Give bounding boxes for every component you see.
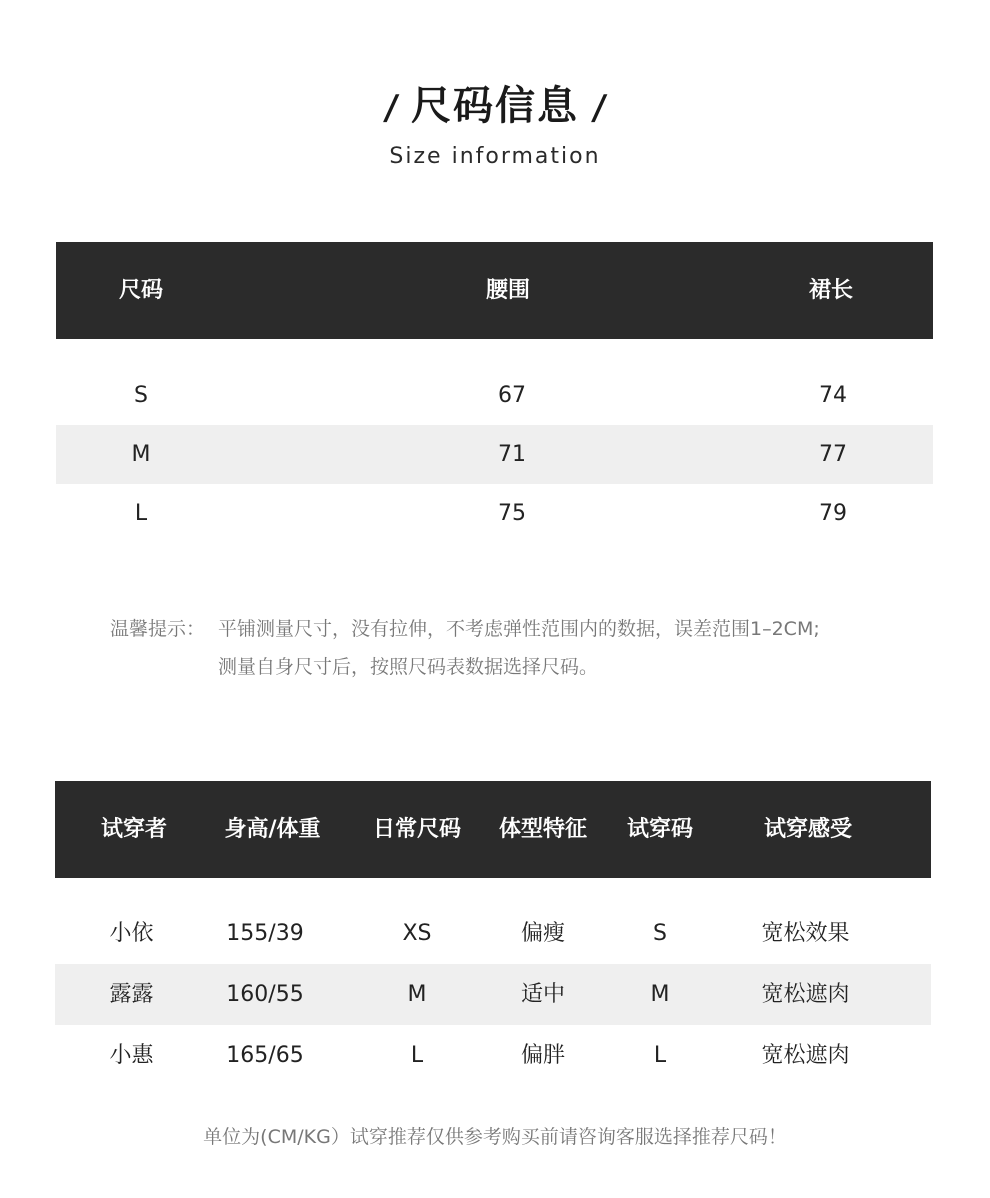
note-indent — [110, 648, 218, 686]
feeling-cell: 宽松遮肉 — [761, 982, 850, 1007]
daily-size-cell: XS — [402, 921, 432, 946]
feeling-cell: 宽松遮肉 — [761, 1043, 850, 1068]
note-text-2: 测量自身尺寸后，按照尺码表数据选择尺码。 — [218, 656, 599, 678]
title-slash-left: / — [381, 88, 400, 128]
tryon-size-col-header: 试穿码 — [626, 817, 693, 842]
page-title: 尺码信息 — [411, 82, 579, 129]
tryon-size-cell: M — [650, 982, 670, 1007]
height-weight-cell: 155/39 — [226, 921, 304, 946]
note-label: 温馨提示： — [110, 618, 206, 640]
size-table — [56, 242, 933, 543]
tryon-table — [55, 781, 931, 1086]
measurement-note — [110, 610, 820, 686]
title-row — [0, 70, 990, 134]
tryon-table-body — [55, 878, 931, 1086]
height-weight-cell: 165/65 — [226, 1043, 304, 1068]
table-row — [55, 903, 931, 964]
tryon-table-header — [55, 781, 931, 878]
size-col-header: 尺码 — [118, 278, 163, 303]
tester-cell: 小惠 — [109, 1043, 154, 1068]
footer-disclaimer: 单位为(CM/KG）试穿推荐仅供参考购买前请咨询客服选择推荐尺码！ — [203, 1126, 787, 1148]
tester-cell: 小依 — [109, 921, 154, 946]
daily-size-col-header: 日常尺码 — [372, 817, 461, 842]
body-type-cell: 偏瘦 — [520, 921, 565, 946]
note-line-1 — [110, 610, 820, 648]
daily-size-cell: M — [407, 982, 427, 1007]
body-type-cell: 偏胖 — [520, 1043, 565, 1068]
page-subtitle: Size information — [389, 144, 601, 169]
feeling-col-header: 试穿感受 — [763, 817, 852, 842]
body-type-col-header: 体型特征 — [498, 817, 587, 842]
daily-size-cell: L — [410, 1043, 424, 1068]
length-cell: 74 — [819, 383, 847, 408]
feeling-cell: 宽松效果 — [761, 921, 850, 946]
waist-cell: 67 — [498, 383, 526, 408]
size-cell: L — [134, 501, 148, 526]
tryon-size-cell: L — [653, 1043, 667, 1068]
title-block — [0, 70, 990, 169]
tester-col-header: 试穿者 — [100, 817, 167, 842]
table-row — [56, 484, 933, 543]
body-type-cell: 适中 — [520, 982, 565, 1007]
tester-cell: 露露 — [109, 982, 154, 1007]
size-table-body — [56, 339, 933, 543]
table-row — [55, 964, 931, 1025]
waist-col-header: 腰围 — [485, 278, 530, 303]
length-cell: 79 — [819, 501, 847, 526]
height-weight-col-header: 身高/体重 — [224, 817, 321, 842]
table-row — [55, 1025, 931, 1086]
table-row — [56, 425, 933, 484]
height-weight-cell: 160/55 — [226, 982, 304, 1007]
table-row — [56, 366, 933, 425]
size-cell: M — [131, 442, 151, 467]
waist-cell: 75 — [498, 501, 526, 526]
title-slash-right: / — [590, 88, 609, 128]
length-col-header: 裙长 — [808, 278, 853, 303]
tryon-size-cell: S — [653, 921, 667, 946]
size-table-header — [56, 242, 933, 339]
waist-cell: 71 — [498, 442, 526, 467]
note-line-2 — [110, 648, 820, 686]
length-cell: 77 — [819, 442, 847, 467]
size-cell: S — [134, 383, 148, 408]
note-text-1: 平铺测量尺寸，没有拉伸，不考虑弹性范围内的数据，误差范围1–2CM; — [218, 618, 820, 640]
